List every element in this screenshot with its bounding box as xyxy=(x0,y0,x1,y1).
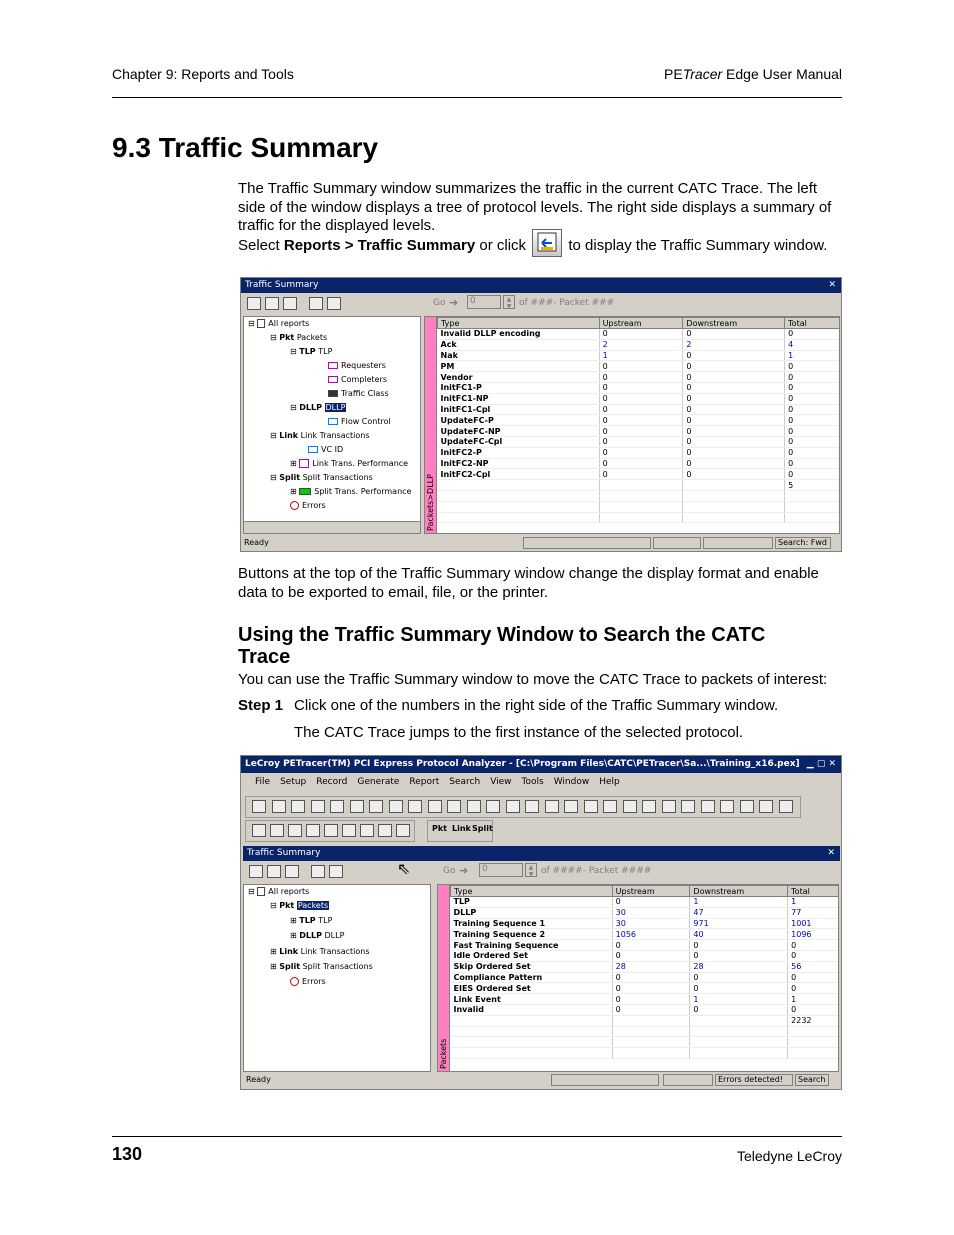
summary-table xyxy=(437,317,840,523)
count-cell[interactable]: 1 xyxy=(788,897,839,908)
table-row xyxy=(451,940,839,951)
type-cell: TLP xyxy=(451,897,613,908)
count-cell[interactable]: 1 xyxy=(599,350,683,361)
toolbar-button-icon[interactable] xyxy=(486,800,500,813)
status-bar: Ready Errors detected! Search xyxy=(243,1072,840,1088)
count-cell[interactable]: 0 xyxy=(788,950,839,961)
type-cell: DLLP xyxy=(451,907,613,918)
count-cell[interactable]: 0 xyxy=(612,940,690,951)
report-button-icon[interactable] xyxy=(360,824,374,837)
count-cell[interactable]: 0 xyxy=(599,469,683,480)
count-cell[interactable]: 1 xyxy=(785,350,840,361)
count-cell[interactable]: 0 xyxy=(785,426,840,437)
footer-rule xyxy=(112,1136,842,1137)
count-cell[interactable]: 1096 xyxy=(788,929,839,940)
column-header[interactable]: Type xyxy=(451,886,613,897)
count-cell[interactable]: 0 xyxy=(599,382,683,393)
count-cell[interactable]: 0 xyxy=(683,393,785,404)
count-cell[interactable]: 28 xyxy=(690,961,788,972)
go-packet-input[interactable]: 0 xyxy=(479,863,523,877)
count-cell[interactable]: 1 xyxy=(690,897,788,908)
toolbar-button-icon[interactable] xyxy=(428,800,442,813)
status-bar: Ready Search: Fwd xyxy=(241,535,841,551)
menu-item-report[interactable]: Report xyxy=(409,777,440,787)
window-title-bar: Traffic Summary ✕ xyxy=(241,278,841,293)
subsection-body: You can use the Traffic Summary window to move the CATC Trace to packets of interest: xyxy=(238,671,828,688)
search-direction: Search: Fwd xyxy=(775,537,831,549)
column-header[interactable]: Upstream xyxy=(612,886,690,897)
count-cell[interactable]: 0 xyxy=(690,983,788,994)
packet-range-text: of ###- Packet ### xyxy=(519,298,615,308)
tree-item-split-transactions[interactable]: ⊟ Split Split Transactions xyxy=(270,473,373,482)
tree-item-errors[interactable]: Errors xyxy=(290,501,326,511)
print-icon[interactable] xyxy=(283,297,297,310)
tree-item-split-trans-performance[interactable]: ⊞ Split Trans. Performance xyxy=(290,487,412,496)
toolbar-button-icon[interactable] xyxy=(720,800,734,813)
total-row xyxy=(438,480,840,491)
menu-item-record[interactable]: Record xyxy=(316,777,348,787)
app-title-bar: LeCroy PETracer(TM) PCI Express Protocol Analyzer - [C:\Program Files\CATC\PETracer\Sa...\Training_x16.pex] ▁ ▢ ✕ xyxy=(241,756,841,773)
count-cell[interactable]: 0 xyxy=(785,361,840,372)
type-cell: Invalid DLLP encoding xyxy=(438,329,600,340)
report-toolbar xyxy=(245,820,415,842)
type-cell: Compliance Pattern xyxy=(451,972,613,983)
main-toolbar xyxy=(245,796,801,818)
table-row xyxy=(451,1004,839,1015)
table-row xyxy=(438,361,840,372)
report-button-icon[interactable] xyxy=(342,824,356,837)
menu-item-search[interactable]: Search xyxy=(449,777,481,787)
toolbar-button-icon[interactable] xyxy=(447,800,461,813)
table-row xyxy=(438,426,840,437)
tree-item-link-transactions[interactable]: ⊞ Link Link Transactions xyxy=(270,947,370,956)
toolbar-button-icon[interactable] xyxy=(525,800,539,813)
packet-range-text: of ####- Packet #### xyxy=(541,866,652,876)
count-cell[interactable]: 1 xyxy=(690,994,788,1005)
table-row xyxy=(451,918,839,929)
app-window-controls[interactable]: ▁ ▢ ✕ xyxy=(806,759,836,769)
pkt-tag: Pkt xyxy=(279,333,295,342)
close-icon[interactable]: ✕ xyxy=(827,848,835,858)
type-cell: InitFC2-P xyxy=(438,447,600,458)
type-cell: Nak xyxy=(438,350,600,361)
type-cell: InitFC1-Cpl xyxy=(438,404,600,415)
toolbar-button-icon[interactable] xyxy=(506,800,520,813)
count-cell[interactable]: 0 xyxy=(785,404,840,415)
count-cell[interactable]: 30 xyxy=(612,907,690,918)
tree-item-traffic-class[interactable]: Traffic Class xyxy=(328,389,389,399)
table-row xyxy=(438,415,840,426)
email-icon[interactable] xyxy=(265,297,279,310)
toolbar-button-icon[interactable] xyxy=(681,800,695,813)
toolbar-button-icon[interactable] xyxy=(408,800,422,813)
menu-bar xyxy=(241,775,841,789)
menu-item-tools[interactable]: Tools xyxy=(521,777,544,787)
link-tag: Link xyxy=(279,431,299,440)
table-row xyxy=(438,339,840,350)
count-cell[interactable]: 0 xyxy=(612,994,690,1005)
count-cell[interactable]: 0 xyxy=(785,447,840,458)
table-row xyxy=(451,961,839,972)
toolbar-button-icon[interactable] xyxy=(759,800,773,813)
close-icon[interactable]: ✕ xyxy=(828,280,836,290)
errors-status: Errors detected! xyxy=(715,1074,793,1086)
report-button-icon[interactable] xyxy=(396,824,410,837)
count-cell[interactable]: 0 xyxy=(788,983,839,994)
save-icon[interactable] xyxy=(249,865,263,878)
count-cell[interactable]: 0 xyxy=(683,404,785,415)
count-cell[interactable]: 0 xyxy=(599,426,683,437)
table-row xyxy=(438,329,840,340)
tree-item-errors[interactable]: Errors xyxy=(290,977,326,987)
manual-header: PETracer Edge User Manual xyxy=(664,66,842,82)
petracer-app-window xyxy=(240,755,842,1090)
count-cell[interactable]: 0 xyxy=(785,382,840,393)
count-cell[interactable]: 0 xyxy=(683,415,785,426)
buttons-paragraph: Buttons at the top of the Traffic Summary window change the display format and enable data to be exported to email, file, or the printer. xyxy=(238,565,819,601)
pkt-level-button[interactable]: Pkt xyxy=(432,824,448,833)
select-paragraph: Select Reports > Traffic Summary or click to display the Traffic Summary window. xyxy=(238,227,842,265)
type-cell: InitFC1-P xyxy=(438,382,600,393)
chapter-header: Chapter 9: Reports and Tools xyxy=(112,66,294,82)
search-status: Search xyxy=(795,1074,829,1086)
toolbar-button-icon[interactable] xyxy=(330,800,344,813)
count-cell[interactable]: 0 xyxy=(690,950,788,961)
table-row xyxy=(438,372,840,383)
dllp-tag: DLLP xyxy=(299,403,322,412)
count-cell[interactable]: 56 xyxy=(788,961,839,972)
count-cell[interactable]: 4 xyxy=(785,339,840,350)
summary-grid xyxy=(424,316,840,534)
copy-icon[interactable] xyxy=(309,297,323,310)
go-arrow-icon[interactable]: ➜ xyxy=(459,864,469,877)
tree-item-flow-control[interactable]: Flow Control xyxy=(328,417,391,427)
count-cell[interactable]: 0 xyxy=(612,950,690,961)
count-cell[interactable]: 0 xyxy=(599,415,683,426)
type-cell: Vendor xyxy=(438,372,600,383)
mouse-cursor-icon: ⇖ xyxy=(397,859,411,878)
step-label: Step 1 xyxy=(238,697,284,714)
tree-item-vc-id[interactable]: VC ID xyxy=(308,445,343,455)
toolbar-button-icon[interactable] xyxy=(779,800,793,813)
count-cell[interactable]: 0 xyxy=(612,1004,690,1015)
intro-paragraph: The Traffic Summary window summarizes the traffic in the current CATC Trace. The left side of the window displays a tree of protocol levels. The right side displays a summary of traffic for the displayed levels. xyxy=(238,180,832,234)
count-cell[interactable]: 77 xyxy=(788,907,839,918)
page-number: 130 xyxy=(112,1144,143,1164)
footer-company: Teledyne LeCroy xyxy=(736,1148,842,1164)
count-cell[interactable]: 1 xyxy=(788,994,839,1005)
count-cell[interactable]: 0 xyxy=(785,458,840,469)
count-cell[interactable]: 0 xyxy=(599,329,683,340)
tree-scrollbar[interactable] xyxy=(244,521,420,533)
toolbar-button-icon[interactable] xyxy=(584,800,598,813)
count-cell[interactable]: 0 xyxy=(612,983,690,994)
toolbar xyxy=(241,293,841,313)
type-cell: UpdateFC-Cpl xyxy=(438,436,600,447)
table-row xyxy=(438,393,840,404)
grid-side-label: Packets xyxy=(438,885,450,1071)
email-icon[interactable] xyxy=(267,865,281,878)
count-cell[interactable]: 0 xyxy=(599,447,683,458)
count-cell[interactable]: 0 xyxy=(683,350,785,361)
toolbar-button-icon[interactable] xyxy=(272,800,286,813)
table-row xyxy=(451,994,839,1005)
count-cell[interactable]: 0 xyxy=(599,372,683,383)
subsection-title: Using the Traffic Summary Window to Search the CATC Trace xyxy=(238,624,766,668)
table-row xyxy=(438,458,840,469)
grand-total[interactable]: 2232 xyxy=(788,1015,839,1026)
toolbar-button-icon[interactable] xyxy=(642,800,656,813)
step-result: The CATC Trace jumps to the first instance of the selected protocol. xyxy=(294,724,744,741)
type-cell: Idle Ordered Set xyxy=(451,950,613,961)
protocol-tree xyxy=(243,316,421,534)
count-cell[interactable]: 2 xyxy=(683,339,785,350)
tlp-tag: TLP xyxy=(299,347,316,356)
tree-item-all-reports[interactable]: ⊟ All reports xyxy=(248,319,310,328)
report-button-icon[interactable] xyxy=(252,824,266,837)
toolbar-button-icon[interactable] xyxy=(564,800,578,813)
table-row xyxy=(451,897,839,908)
table-row xyxy=(438,350,840,361)
table-row xyxy=(438,447,840,458)
go-spinner[interactable]: ▲ ▼ xyxy=(525,863,537,877)
count-cell[interactable]: 0 xyxy=(683,361,785,372)
table-row xyxy=(438,436,840,447)
menu-item-file[interactable]: File xyxy=(255,777,271,787)
count-cell[interactable]: 0 xyxy=(599,404,683,415)
menu-item-view[interactable]: View xyxy=(490,777,512,787)
toolbar-button-icon[interactable] xyxy=(740,800,754,813)
count-cell[interactable]: 40 xyxy=(690,929,788,940)
toolbar-button-icon[interactable] xyxy=(662,800,676,813)
toolbar-button-icon[interactable] xyxy=(603,800,617,813)
summary-grid xyxy=(437,884,839,1072)
count-cell[interactable]: 0 xyxy=(683,382,785,393)
tree-item-requesters[interactable]: Requesters xyxy=(328,361,386,371)
window-title-bar: Traffic Summary ✕ xyxy=(243,846,840,861)
toolbar-button-icon[interactable] xyxy=(369,800,383,813)
table-row xyxy=(451,972,839,983)
section-title: 9.3 Traffic Summary xyxy=(112,132,379,163)
toolbar-button-icon[interactable] xyxy=(623,800,637,813)
count-cell[interactable]: 0 xyxy=(683,426,785,437)
column-header[interactable]: Total xyxy=(785,318,840,329)
step-text: Click one of the numbers in the right side of the Traffic Summary window. xyxy=(294,697,779,714)
go-label: Go xyxy=(443,866,456,876)
count-cell[interactable]: 0 xyxy=(788,1004,839,1015)
type-cell: Invalid xyxy=(451,1004,613,1015)
count-cell[interactable]: 30 xyxy=(612,918,690,929)
column-header[interactable]: Total xyxy=(788,886,839,897)
tree-item-tlp[interactable]: ⊞ TLP TLP xyxy=(290,916,333,925)
count-cell[interactable]: 0 xyxy=(690,972,788,983)
count-cell[interactable]: 0 xyxy=(599,361,683,372)
tree-item-dllp[interactable]: ⊞ DLLP DLLP xyxy=(290,931,345,940)
type-cell: Link Event xyxy=(451,994,613,1005)
count-cell[interactable]: 0 xyxy=(599,458,683,469)
column-header[interactable]: Downstream xyxy=(683,318,785,329)
type-cell: Skip Ordered Set xyxy=(451,961,613,972)
table-row xyxy=(451,929,839,940)
count-cell[interactable]: 0 xyxy=(683,329,785,340)
count-cell[interactable]: 0 xyxy=(785,393,840,404)
table-row xyxy=(438,404,840,415)
count-cell[interactable]: 2 xyxy=(599,339,683,350)
count-cell[interactable]: 0 xyxy=(788,972,839,983)
count-cell[interactable]: 0 xyxy=(599,436,683,447)
save-icon[interactable] xyxy=(247,297,261,310)
tree-item-dllp[interactable]: ⊟ DLLP DLLP xyxy=(290,403,346,412)
split-level-button[interactable]: Split xyxy=(472,824,493,833)
go-spinner[interactable]: ▲ ▼ xyxy=(503,295,515,309)
count-cell[interactable]: 1001 xyxy=(788,918,839,929)
column-header[interactable]: Downstream xyxy=(690,886,788,897)
go-label: Go xyxy=(433,298,446,308)
count-cell[interactable]: 0 xyxy=(690,1004,788,1015)
tree-item-completers[interactable]: Completers xyxy=(328,375,387,385)
tree-item-link-transactions[interactable]: ⊟ Link Link Transactions xyxy=(270,431,370,440)
type-cell: Ack xyxy=(438,339,600,350)
type-cell: InitFC2-NP xyxy=(438,458,600,469)
toolbar-button-icon[interactable] xyxy=(252,800,266,813)
traffic-summary-window-1 xyxy=(240,277,842,552)
count-cell[interactable]: 0 xyxy=(612,897,690,908)
report-button-icon[interactable] xyxy=(270,824,284,837)
type-cell: InitFC1-NP xyxy=(438,393,600,404)
table-row xyxy=(438,469,840,480)
count-cell[interactable]: 0 xyxy=(683,436,785,447)
level-toolbar xyxy=(427,820,493,842)
tree-item-packets[interactable]: ⊟ Pkt Packets xyxy=(270,901,329,910)
split-tag: Split xyxy=(279,473,301,482)
count-cell[interactable]: 0 xyxy=(690,940,788,951)
count-cell[interactable]: 0 xyxy=(785,436,840,447)
menu-item-window[interactable]: Window xyxy=(553,777,590,787)
go-arrow-icon[interactable]: ➜ xyxy=(449,296,459,309)
type-cell: PM xyxy=(438,361,600,372)
count-cell[interactable]: 0 xyxy=(785,372,840,383)
count-cell[interactable]: 28 xyxy=(612,961,690,972)
protocol-tree xyxy=(243,884,431,1072)
menu-item-help[interactable]: Help xyxy=(599,777,620,787)
go-packet-input[interactable]: 0 xyxy=(467,295,501,309)
report-button-icon[interactable] xyxy=(306,824,320,837)
table-row xyxy=(451,907,839,918)
link-level-button[interactable]: Link xyxy=(452,824,471,833)
count-cell[interactable]: 0 xyxy=(683,469,785,480)
toolbar-button-icon[interactable] xyxy=(701,800,715,813)
type-cell: Training Sequence 2 xyxy=(451,929,613,940)
traffic-summary-window-2 xyxy=(243,846,840,1088)
header-rule xyxy=(112,97,842,98)
count-cell[interactable]: 0 xyxy=(683,458,785,469)
count-cell[interactable]: 0 xyxy=(683,372,785,383)
type-cell: EIES Ordered Set xyxy=(451,983,613,994)
traffic-summary-toolbar-icon[interactable] xyxy=(532,229,562,257)
tree-item-link-trans-performance[interactable]: ⊞ Link Trans. Performance xyxy=(290,459,409,468)
count-cell[interactable]: 47 xyxy=(690,907,788,918)
column-header[interactable]: Upstream xyxy=(599,318,683,329)
toolbar-button-icon[interactable] xyxy=(467,800,481,813)
column-header[interactable]: Type xyxy=(438,318,600,329)
toolbar-button-icon[interactable] xyxy=(389,800,403,813)
tree-item-packets[interactable]: ⊟ Pkt Packets xyxy=(270,333,328,342)
table-row xyxy=(451,950,839,961)
settings-icon[interactable] xyxy=(329,865,343,878)
toolbar xyxy=(243,861,840,881)
report-button-icon[interactable] xyxy=(324,824,338,837)
count-cell[interactable]: 0 xyxy=(785,329,840,340)
toolbar-button-icon[interactable] xyxy=(350,800,364,813)
copy-icon[interactable] xyxy=(311,865,325,878)
type-cell: Training Sequence 1 xyxy=(451,918,613,929)
summary-table xyxy=(450,885,839,1059)
count-cell[interactable]: 0 xyxy=(785,469,840,480)
tree-item-tlp[interactable]: ⊟ TLP TLP xyxy=(290,347,333,356)
count-cell[interactable]: 1056 xyxy=(612,929,690,940)
type-cell: UpdateFC-NP xyxy=(438,426,600,437)
toolbar-button-icon[interactable] xyxy=(545,800,559,813)
count-cell[interactable]: 0 xyxy=(788,940,839,951)
report-button-icon[interactable] xyxy=(288,824,302,837)
type-cell: Fast Training Sequence xyxy=(451,940,613,951)
count-cell[interactable]: 971 xyxy=(690,918,788,929)
table-row xyxy=(438,382,840,393)
report-button-icon[interactable] xyxy=(378,824,392,837)
toolbar-button-icon[interactable] xyxy=(291,800,305,813)
count-cell[interactable]: 0 xyxy=(785,415,840,426)
total-row xyxy=(451,1015,839,1026)
settings-icon[interactable] xyxy=(327,297,341,310)
table-row xyxy=(451,983,839,994)
type-cell: InitFC2-Cpl xyxy=(438,469,600,480)
toolbar-button-icon[interactable] xyxy=(311,800,325,813)
count-cell[interactable]: 0 xyxy=(612,972,690,983)
tree-item-all-reports[interactable]: ⊟ All reports xyxy=(248,887,310,896)
count-cell[interactable]: 0 xyxy=(599,393,683,404)
grand-total[interactable]: 5 xyxy=(785,480,840,491)
type-cell: UpdateFC-P xyxy=(438,415,600,426)
print-icon[interactable] xyxy=(285,865,299,878)
tree-item-split-transactions[interactable]: ⊞ Split Split Transactions xyxy=(270,962,373,971)
count-cell[interactable]: 0 xyxy=(683,447,785,458)
menu-item-setup[interactable]: Setup xyxy=(280,777,307,787)
menu-item-generate[interactable]: Generate xyxy=(357,777,400,787)
grid-side-label: Packets>DLLP xyxy=(425,317,437,533)
